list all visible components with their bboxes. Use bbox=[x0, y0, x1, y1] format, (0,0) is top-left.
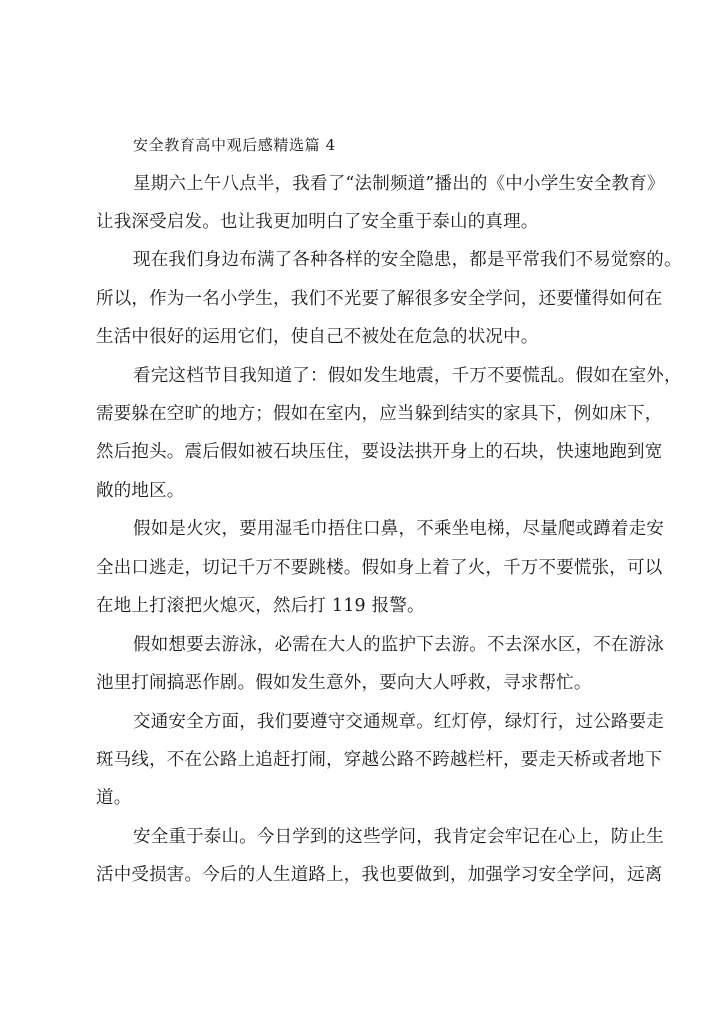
paragraph-line: 安全重于泰山。今日学到的这些学问，我肯定会牢记在心上，防止生 bbox=[133, 827, 664, 847]
paragraph-line: 生活中很好的运用它们，使自己不被处在危急的状况中。 bbox=[96, 327, 539, 347]
paragraph-line: 斑马线，不在公路上追赶打闹，穿越公路不跨越栏杆，要走天桥或者地下 bbox=[96, 750, 663, 770]
paragraph-line: 活中受损害。今后的人生道路上，我也要做到，加强学习安全学问，远离 bbox=[96, 865, 663, 885]
paragraph-line: 看完这档节目我知道了：假如发生地震，千万不要慌乱。假如在室外， bbox=[133, 366, 682, 386]
paragraph-line: 所以，作为一名小学生，我们不光要了解很多安全学问，还要懂得如何在 bbox=[96, 289, 663, 309]
paragraph-line: 需要躲在空旷的地方；假如在室内，应当躲到结实的家具下，例如床下， bbox=[96, 404, 663, 424]
paragraph-line: 让我深受启发。也让我更加明白了安全重于泰山的真理。 bbox=[96, 212, 539, 232]
paragraph-line: 现在我们身边布满了各种各样的安全隐患，都是平常我们不易觉察的。 bbox=[133, 250, 682, 270]
paragraph-line: 全出口逃走，切记千万不要跳楼。假如身上着了火，千万不要慌张，可以 bbox=[96, 558, 663, 578]
paragraph-line: 假如想要去游泳，必需在大人的监护下去游。不去深水区，不在游泳 bbox=[133, 635, 664, 655]
paragraph-line: 假如是火灾，要用湿毛巾捂住口鼻，不乘坐电梯，尽量爬或蹲着走安 bbox=[133, 519, 664, 539]
paragraph-line: 星期六上午八点半，我看了“法制频道”播出的《中小学生安全教育》 bbox=[133, 174, 665, 194]
paragraph-line: 池里打闹搞恶作剧。假如发生意外，要向大人呼救，寻求帮忙。 bbox=[96, 673, 592, 693]
document-title: 安全教育高中观后感精选篇 4 bbox=[133, 136, 336, 154]
paragraph-line: 在地上打滚把火熄灭，然后打 119 报警。 bbox=[96, 596, 425, 616]
paragraph-line: 敞的地区。 bbox=[96, 481, 185, 501]
paragraph-line: 交通安全方面，我们要遵守交通规章。红灯停，绿灯行，过公路要走 bbox=[133, 712, 664, 732]
paragraph-line: 然后抱头。震后假如被石块压住，要设法拱开身上的石块，快速地跑到宽 bbox=[96, 442, 663, 462]
paragraph-line: 道。 bbox=[96, 788, 132, 808]
